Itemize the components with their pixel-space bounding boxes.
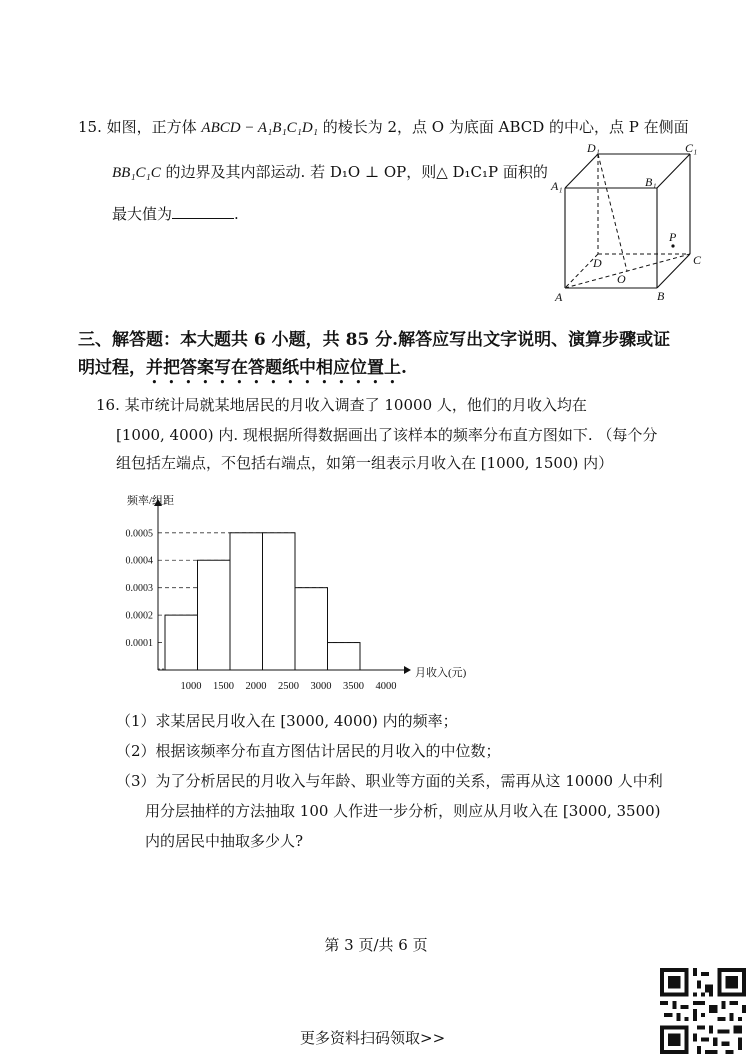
- point-p: [671, 244, 674, 247]
- q16-sub2: （2）根据该频率分布直方图估计居民的月收入的中位数；: [116, 742, 501, 760]
- section3-heading-line2: [78, 355, 407, 388]
- q15-line3-end: .: [234, 205, 239, 223]
- x-tick-label: 3000: [310, 681, 332, 692]
- segment-d1o: [598, 154, 627, 271]
- label-c1: C₁: [685, 141, 698, 155]
- y-tick-label: 0.0002: [125, 610, 153, 622]
- x-tick-label: 2500: [278, 681, 299, 692]
- y-tick-label: 0.0003: [125, 583, 153, 595]
- histogram-bar: [263, 533, 296, 670]
- q16-sub3-line3: 内的居民中抽取多少人?: [145, 832, 304, 850]
- q16-line2: [1000, 4000) 内. 现根据所得数据画出了该样本的频率分布直方图如下. （每个分: [116, 426, 658, 444]
- q15-line3-text: 最大值为: [112, 205, 173, 223]
- q15-line1-math: ABCD − A₁B₁C₁D₁: [201, 120, 318, 136]
- label-a: A: [555, 290, 563, 304]
- y-tick-label: 0.0004: [125, 555, 153, 567]
- qr-code-icon[interactable]: [660, 968, 746, 1054]
- q15-line1-post: 的棱长为 2，点 O 为底面 ABCD 的中心，点 P 在侧面: [317, 118, 689, 136]
- histogram-chart: [105, 488, 467, 698]
- section3-heading-line1: 三、解答题：本大题共 6 小题，共 85 分.解答应写出文字说明、演算步骤或证: [78, 330, 671, 350]
- x-axis-label: 月收入(元): [415, 667, 467, 679]
- y-axis-label: 频率/组距: [127, 495, 175, 507]
- scan-qr-prompt[interactable]: 更多资料扫码领取>>: [300, 1029, 446, 1047]
- q16-sub1: （1）求某居民月收入在 [3000, 4000) 内的频率；: [116, 712, 458, 730]
- histogram-bar: [165, 615, 198, 670]
- label-o: O: [617, 272, 626, 286]
- label-b: B: [657, 289, 665, 303]
- q15-line2: [112, 161, 548, 184]
- section3-line2-emph: 并把答案写在答题纸中相应位置上: [146, 358, 401, 378]
- edge-c1b1: [657, 154, 690, 188]
- x-tick-label: 2000: [245, 681, 267, 692]
- x-tick-label: 3500: [343, 681, 364, 692]
- section3-line2-pre: 明过程，: [78, 358, 146, 378]
- x-tick-label: 4000: [375, 681, 397, 692]
- label-b1: B₁: [645, 175, 657, 189]
- q16-line3: 组包括左端点，不包括右端点，如第一组表示月收入在 [1000, 1500) 内）: [116, 454, 614, 472]
- edge-d1a1: [565, 154, 598, 188]
- q15-line3: [112, 202, 239, 225]
- q15-line1: [78, 116, 689, 139]
- y-tick-label: 0.0005: [125, 528, 153, 540]
- histogram-bar: [295, 588, 328, 670]
- label-a1: A₁: [551, 179, 563, 193]
- cube-figure: [545, 140, 715, 310]
- edge-bc: [657, 254, 690, 288]
- label-d: D: [593, 256, 602, 270]
- answer-blank: [172, 202, 234, 219]
- x-tick-label: 1000: [180, 681, 202, 692]
- histogram-bar: [230, 533, 263, 670]
- y-tick-label: 0.0001: [125, 638, 153, 650]
- q15-line2-math: BB₁C₁C: [112, 165, 161, 181]
- label-d1: D₁: [587, 141, 600, 155]
- q16-sub3-line2: 用分层抽样的方法抽取 100 人作进一步分析，则应从月收入在 [3000, 3500): [145, 802, 661, 820]
- q16-sub3-line1: （3）为了分析居民的月收入与年龄、职业等方面的关系，需再从这 10000 人中利: [116, 772, 663, 790]
- x-tick-label: 1500: [213, 681, 234, 692]
- page-number: 第 3 页/共 6 页: [324, 936, 428, 954]
- q16-line1: 16. 某市统计局就某地居民的月收入调查了 10000 人，他们的月收入均在: [96, 396, 587, 414]
- histogram-bar: [328, 643, 361, 670]
- label-p: P: [669, 230, 677, 244]
- q15-line2-post: 的边界及其内部运动. 若 D₁O ⊥ OP，则△ D₁C₁P 面积的: [160, 163, 548, 181]
- histogram-bar: [198, 560, 231, 670]
- q15-line1-pre: 15. 如图，正方体: [78, 118, 202, 136]
- label-c: C: [693, 253, 702, 267]
- diagonal-ac: [565, 254, 690, 288]
- section3-line2-end: .: [401, 358, 407, 378]
